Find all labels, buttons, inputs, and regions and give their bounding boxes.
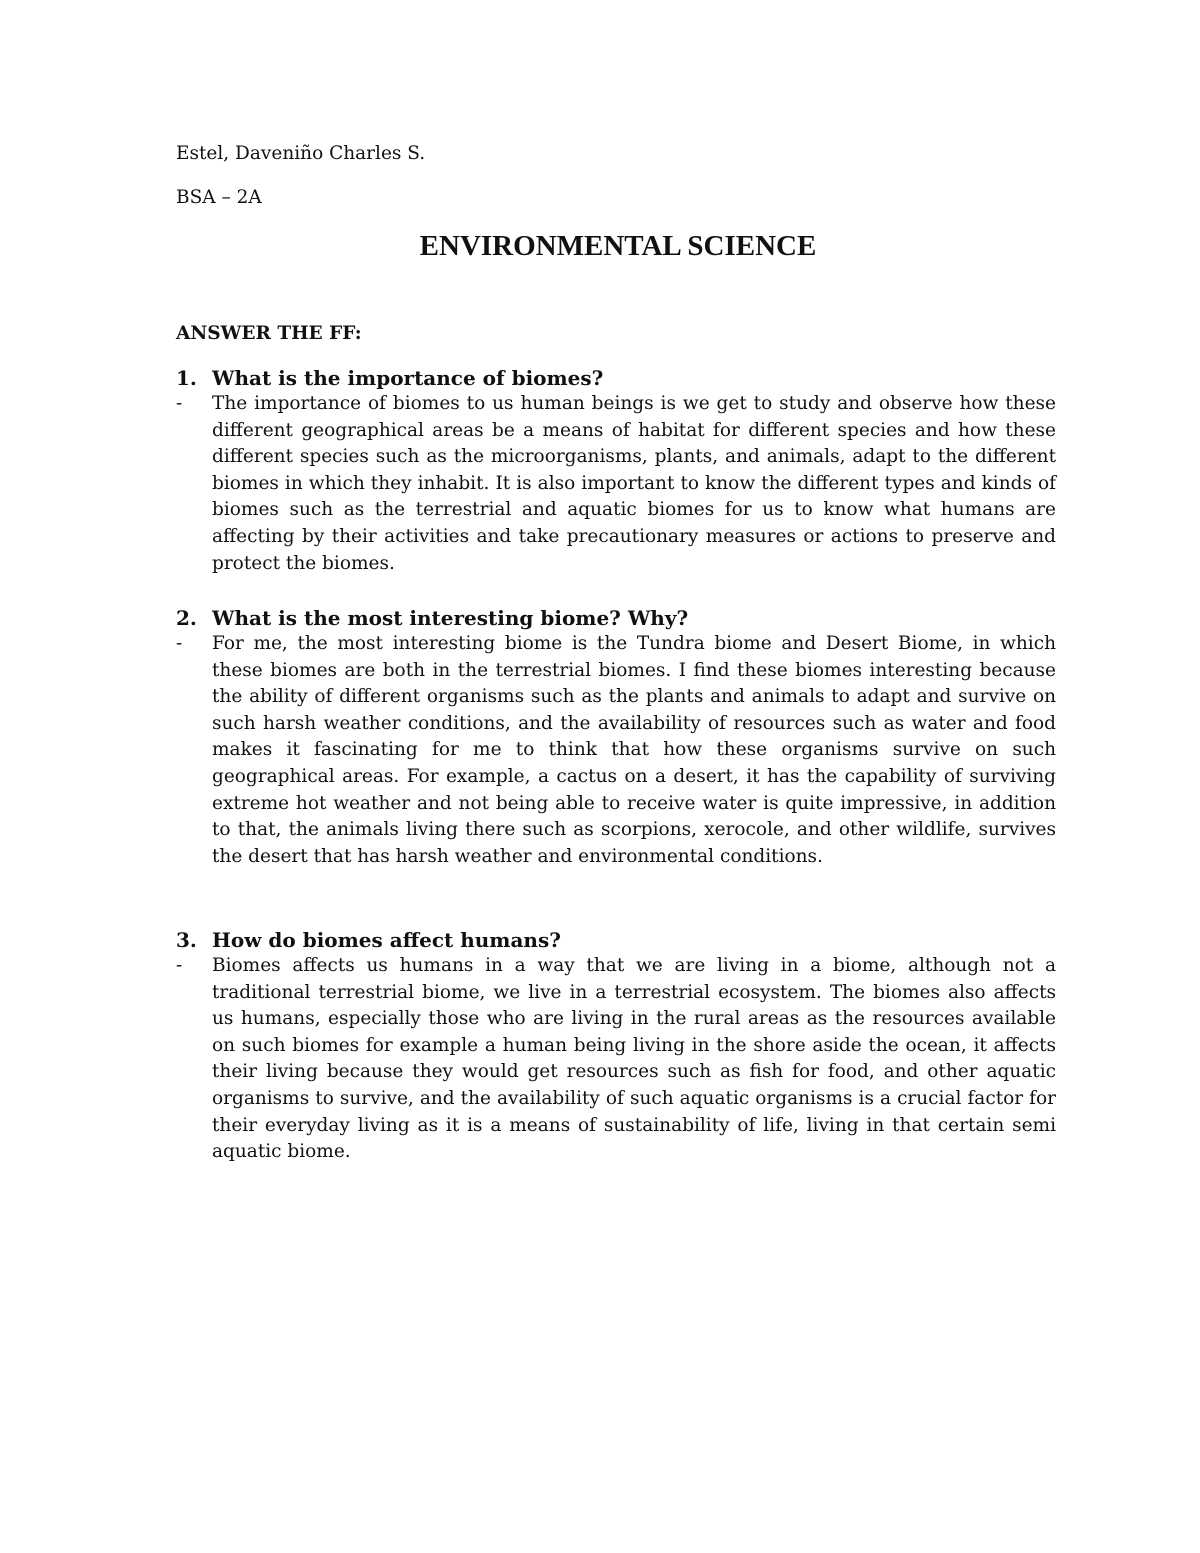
question-text: How do biomes affect humans? xyxy=(212,928,561,952)
author-name: Estel, Daveniño Charles S. xyxy=(176,143,426,164)
question-number: 2. xyxy=(176,606,197,630)
question-text: What is the importance of biomes? xyxy=(212,366,604,390)
question-item-3 xyxy=(176,927,1056,1166)
document-title: ENVIRONMENTAL SCIENCE xyxy=(419,230,817,262)
answer-bullet: - xyxy=(176,955,183,976)
answer-block xyxy=(176,631,1056,870)
answer-text: Biomes affects us humans in a way that we are living in a biome, although not a traditional terrestrial biome, we live in a terrestrial ecosystem. The biomes also affects us humans, especially those who are living in the rural areas as the resources available on such biomes for example a human being living in the shore aside the ocean, it affects their living because they would get resources such as fish for food, and other aquatic organisms to survive, and the availability of such aquatic organisms is a crucial factor for their everyday living as it is a means of sustainability of life, living in that certain semi aquatic biome. xyxy=(212,955,1056,1163)
question-number: 3. xyxy=(176,928,197,952)
answer-bullet: - xyxy=(176,393,183,414)
answer-text: The importance of biomes to us human beings is we get to study and observe how these different geographical areas be a means of habitat for different species and how these different species such as the microorganisms, plants, and animals, adapt to the different biomes in which they inhabit. It is also important to know the different types and kinds of biomes such as the terrestrial and aquatic biomes for us to know what humans are affecting by their activities and take precautionary measures or actions to preserve and protect the biomes. xyxy=(212,393,1056,574)
question-heading xyxy=(176,927,1056,953)
question-item-2 xyxy=(176,605,1056,870)
answer-bullet: - xyxy=(176,633,183,654)
question-heading xyxy=(176,605,1056,631)
question-item-1 xyxy=(176,365,1056,577)
instruction-heading: ANSWER THE FF: xyxy=(176,323,362,344)
question-text: What is the most interesting biome? Why? xyxy=(212,606,689,630)
question-heading xyxy=(176,365,1056,391)
answer-block xyxy=(176,391,1056,577)
answer-block xyxy=(176,953,1056,1166)
answer-text: For me, the most interesting biome is the Tundra biome and Desert Biome, in which these biomes are both in the terrestrial biomes. I find these biomes interesting because the ability of different organisms such as the plants and animals to adapt and survive on such harsh weather conditions, and the availability of resources such as water and food makes it fascinating for me to think that how these organisms survive on such geographical areas. For example, a cactus on a desert, it has the capability of surviving extreme hot weather and not being able to receive water is quite impressive, in addition to that, the animals living there such as scorpions, xerocole, and other wildlife, survives the desert that has harsh weather and environmental conditions. xyxy=(212,633,1056,867)
class-section: BSA – 2A xyxy=(176,187,262,208)
question-number: 1. xyxy=(176,366,197,390)
